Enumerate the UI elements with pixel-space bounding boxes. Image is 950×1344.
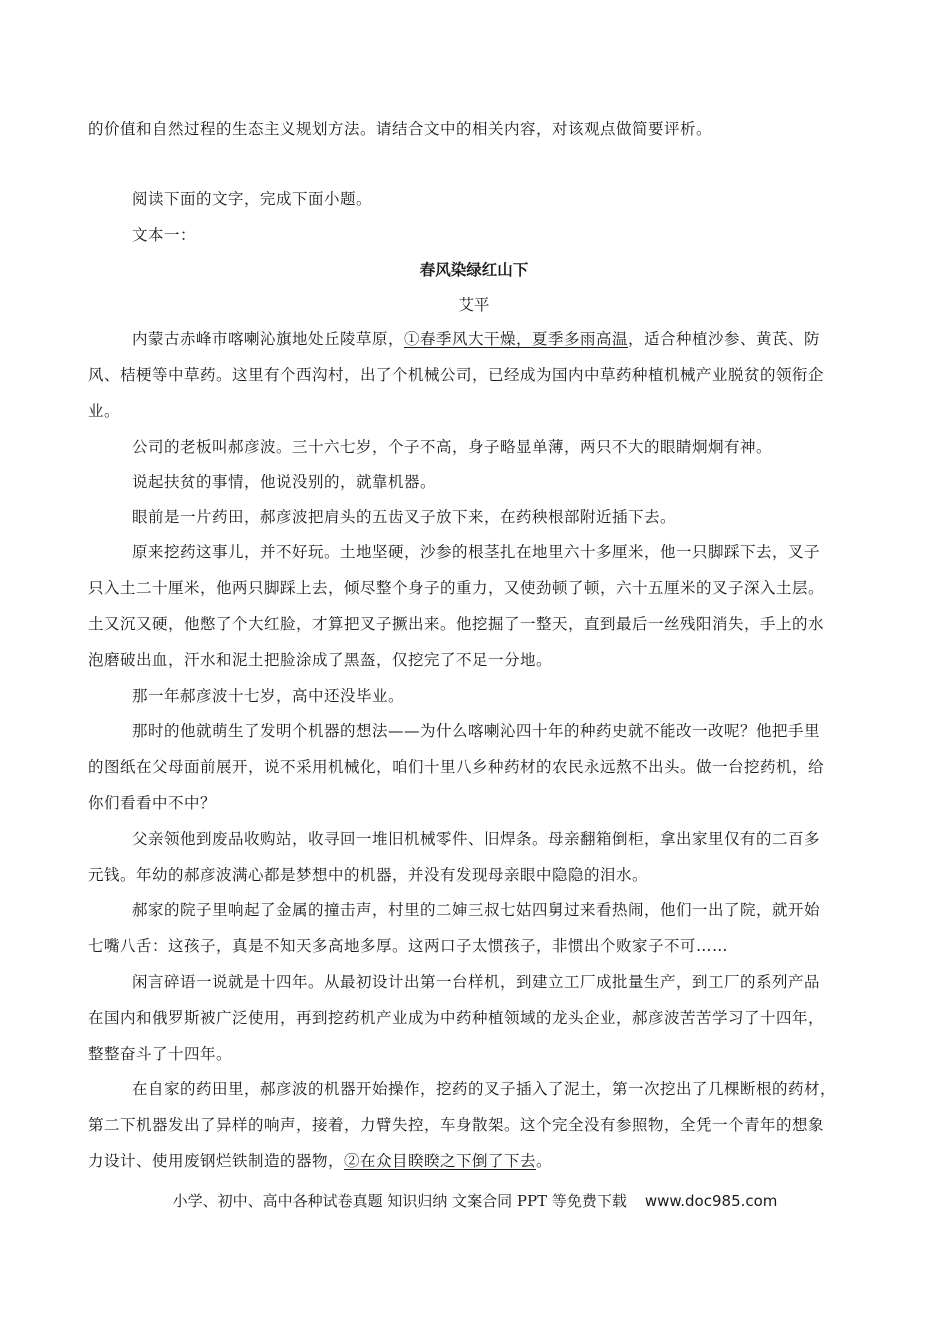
paragraph-7-line-2: 的图纸在父母面前展开，说不采用机械化，咱们十里八乡种药材的农民永远熬不出头。做一台挖药机，给: [88, 758, 825, 776]
paragraph-7-line-1: 那时的他就萌生了发明个机器的想法——为什么喀喇沁四十年的种药史就不能改一改呢？他把手里: [132, 722, 821, 740]
paragraph-5-line-4: 泡磨破出血，汗水和泥土把脸涂成了黑盔，仅挖完了不足一分地。: [88, 651, 553, 669]
reading-instruction: 阅读下面的文字，完成下面小题。: [132, 190, 373, 208]
paragraph-1-line-3: 业。: [88, 402, 121, 420]
paragraph-5-line-3: 土又沉又硬，他憋了个大红脸，才算把叉子撅出来。他挖掘了一整天，直到最后一丝残阳消失，手上的水: [88, 615, 825, 633]
paragraph-4: 眼前是一片药田，郝彦波把肩头的五齿叉子放下来，在药秧根部附近插下去。: [132, 508, 677, 526]
underlined-sentence-2: ②在众目睽睽之下倒了下去: [344, 1152, 537, 1170]
paragraph-7-line-3: 你们看看中不中？: [88, 794, 217, 812]
footer-website-link[interactable]: www.doc985.com: [644, 1192, 778, 1210]
paragraph-1-line-2: 风、桔梗等中草药。这里有个西沟村，出了个机械公司，已经成为国内中草药种植机械产业脱贫的领衔企: [88, 366, 825, 384]
paragraph-11-line-2: 第二下机器发出了异样的响声，接着，力臂失控，车身散架。这个完全没有参照物，全凭一个青年的想象: [88, 1116, 825, 1134]
paragraph-5-line-2: 只入土二十厘米，他两只脚踩上去，倾尽整个身子的重力，又使劲顿了顿，六十五厘米的叉子深入土层。: [88, 579, 825, 597]
text-segment: 。: [536, 1152, 553, 1170]
page-footer: [0, 1190, 950, 1212]
footer-text: 小学、初中、高中各种试卷真题 知识归纳 文案合同 PPT 等免费下载: [172, 1192, 627, 1210]
paragraph-1-line-1: [132, 328, 860, 350]
paragraph-2: 公司的老板叫郝彦波。三十六七岁，个子不高，身子略显单薄，两只不大的眼睛炯炯有神。: [132, 438, 773, 456]
paragraph-11-line-1: 在自家的药田里，郝彦波的机器开始操作，挖药的叉子插入了泥土，第一次挖出了几棵断根的药材，: [132, 1080, 837, 1098]
text-segment: 内蒙古赤峰市喀喇沁旗地处丘陵草原，: [132, 330, 405, 348]
paragraph-6: 那一年郝彦波十七岁，高中还没毕业。: [132, 687, 405, 705]
paragraph-8-line-1: 父亲领他到废品收购站，收寻回一堆旧机械零件、旧焊条。母亲翻箱倒柜，拿出家里仅有的二百多: [132, 830, 821, 848]
paragraph-9-line-1: 郝家的院子里响起了金属的撞击声，村里的二婶三叔七姑四舅过来看热闹，他们一出了院，就开始: [132, 901, 821, 919]
paragraph-9-line-2: 七嘴八舌：这孩子，真是不知天多高地多厚。这两口子太惯孩子，非惯出个败家子不可……: [88, 937, 729, 955]
paragraph-10-line-2: 在国内和俄罗斯被广泛使用，再到挖药机产业成为中药种植领域的龙头企业，郝彦波苦苦学习了十四年，: [88, 1009, 825, 1027]
paragraph-11-line-3: [88, 1150, 860, 1172]
text-segment: ，适合种植沙参、黄芪、防: [628, 330, 821, 348]
text-label: 文本一：: [132, 226, 197, 244]
paragraph-continuation: 的价值和自然过程的生态主义规划方法。请结合文中的相关内容，对该观点做简要评析。: [88, 120, 713, 138]
paragraph-10-line-3: 整整奋斗了十四年。: [88, 1045, 233, 1063]
article-author: 艾平: [458, 296, 490, 314]
paragraph-3: 说起扶贫的事情，他说没别的，就靠机器。: [132, 473, 437, 491]
article-title: 春风染绿红山下: [419, 260, 529, 279]
paragraph-10-line-1: 闲言碎语一说就是十四年。从最初设计出第一台样机，到建立工厂成批量生产，到工厂的系列产品: [132, 973, 821, 991]
text-segment: 力设计、使用废钢烂铁制造的器物，: [88, 1152, 345, 1170]
paragraph-8-line-2: 元钱。年幼的郝彦波满心都是梦想中的机器，并没有发现母亲眼中隐隐的泪水。: [88, 866, 649, 884]
underlined-sentence-1: ①春季风大干燥，夏季多雨高温: [404, 330, 629, 348]
paragraph-5-line-1: 原来挖药这事儿，并不好玩。土地坚硬，沙参的根茎扎在地里六十多厘米，他一只脚踩下去，叉子: [132, 543, 821, 561]
